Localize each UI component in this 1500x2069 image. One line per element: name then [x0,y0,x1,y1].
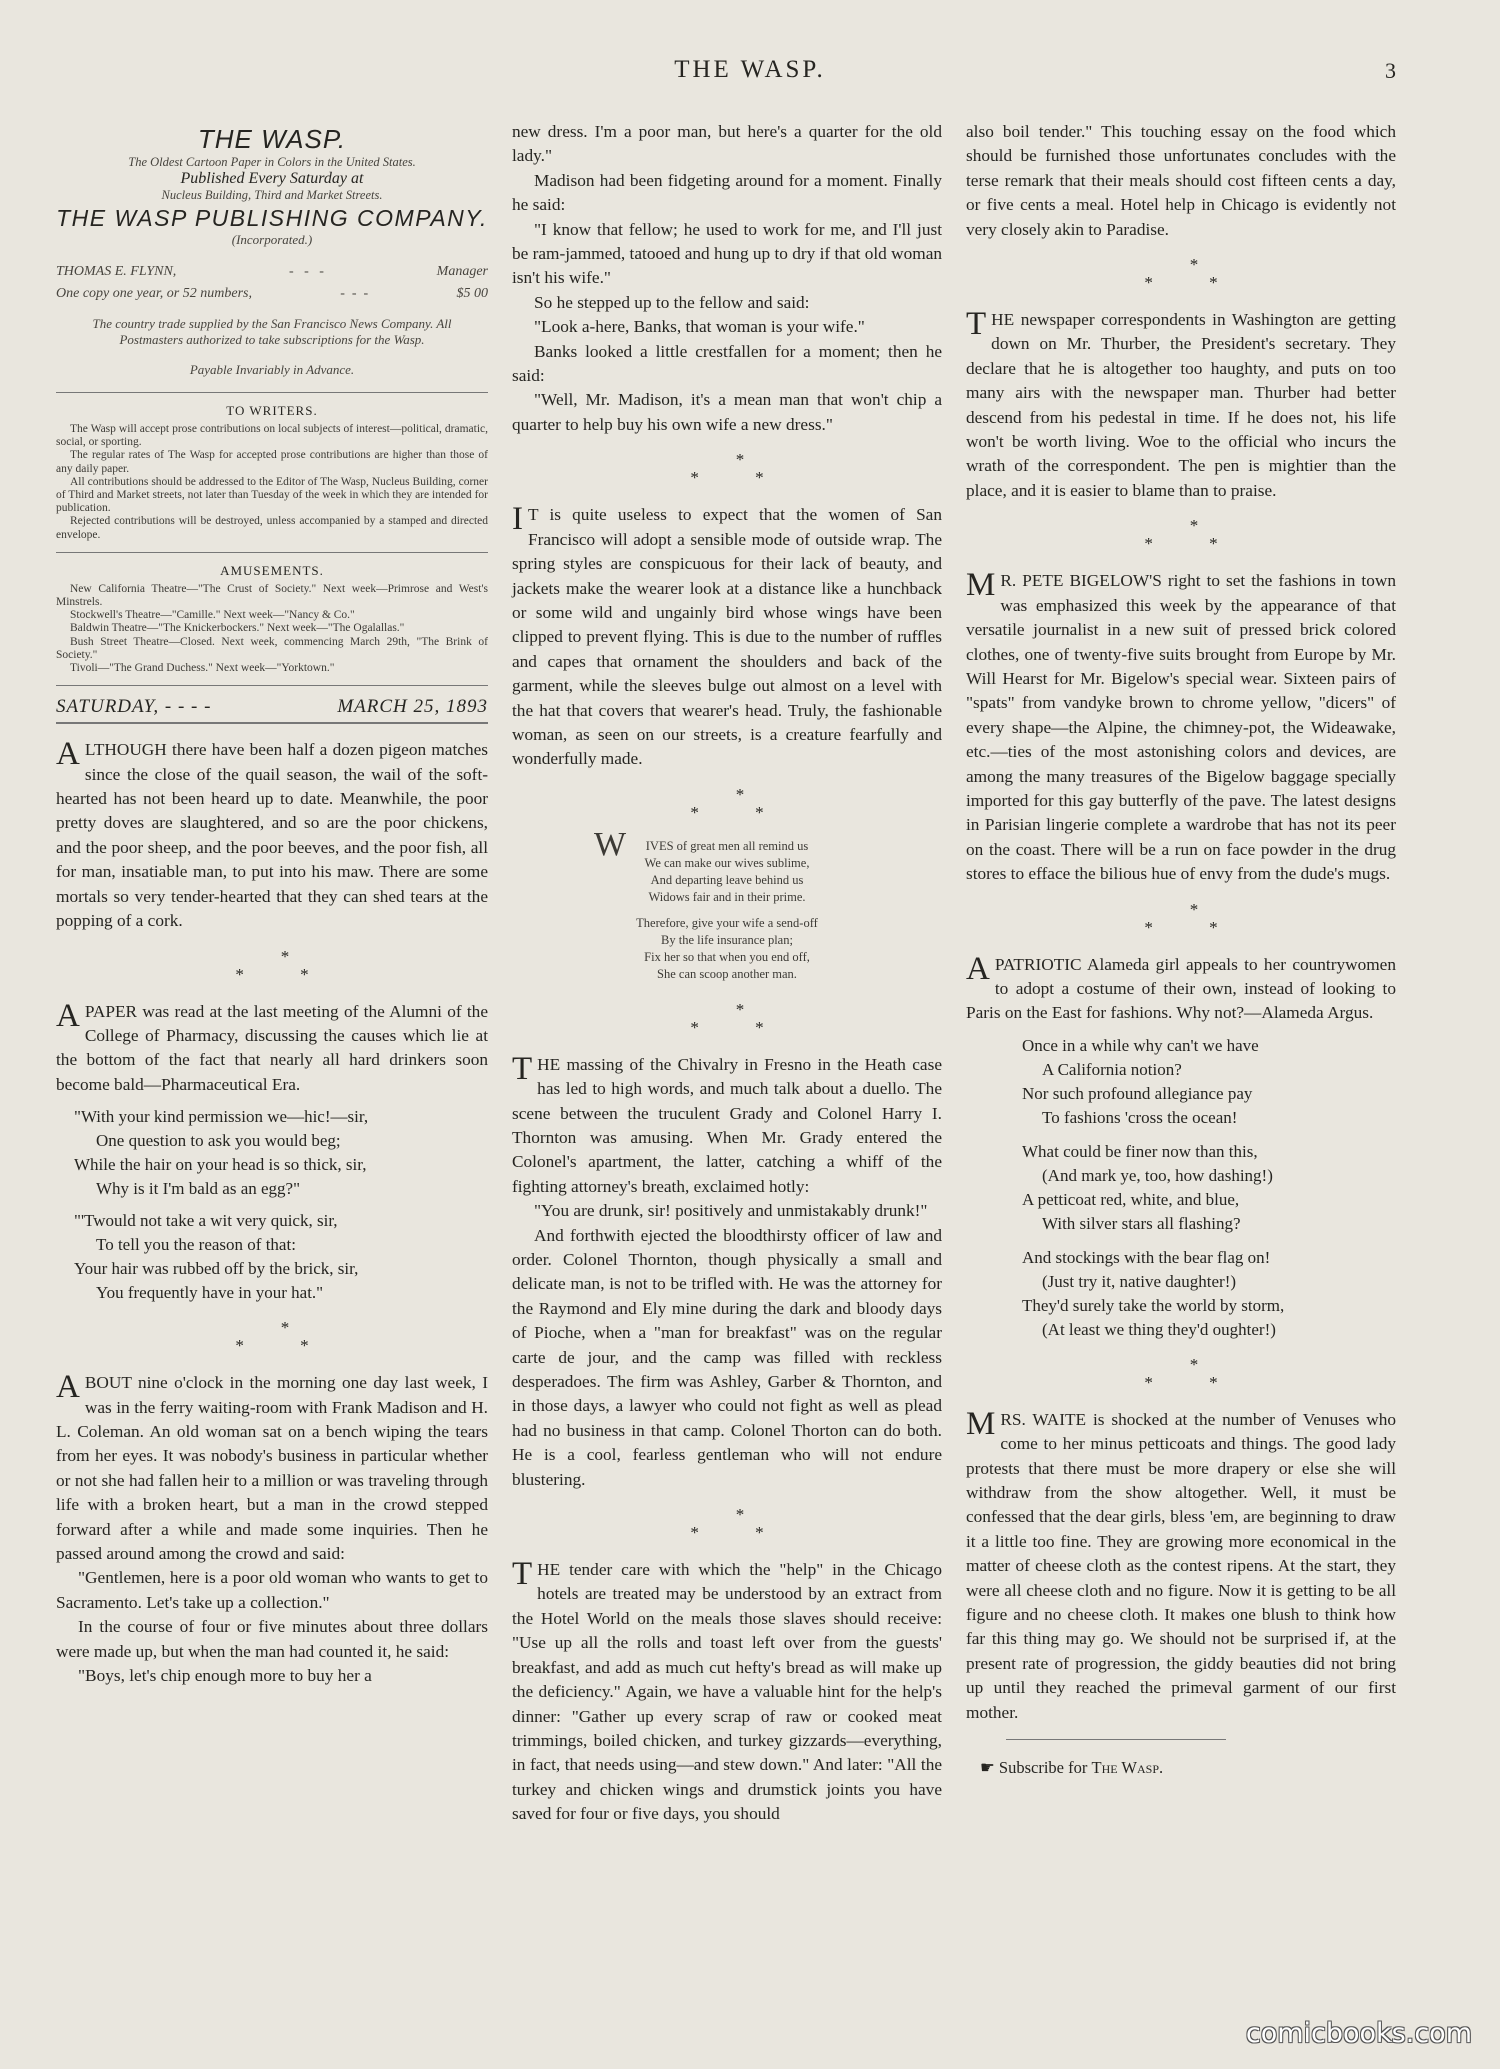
article-mrs-waite: MRS. WAITE is shocked at the number of Venuses who come to her minus petticoats and things. The good lady protests that there must be more drapery or else she will withdraw from the show altogether. Well, it must be confessed that the dear girls, bless 'em, are beginning to draw it a little too fine. They are growing more economical in the matter of cheese cloth as the contest ripens. At the start, they were all cheese cloth and no figure. Now it is getting to be all figure and no cheese cloth. It makes one blush to think how far this thing may go. We should not be surprised if, at the present rate of progression, the giddy beauties did not bring up until they reached the primeval garment of our first mother. [966,1405,1396,1722]
paragraph: "I know that fellow; he used to work for me, and I'll just be ram-jammed, tatooed and hung up to dry if that old woman isn't his wife." [512,219,943,288]
divider [56,722,488,724]
trade-note: The country trade supplied by the San Francisco News Company. All Postmasters authorized to take subscriptions for the Wasp. [92,316,452,347]
price-label: One copy one year, or 52 numbers, [56,286,252,301]
verse-stanza: "'Twould not take a wit very quick, sir, To tell you the reason of that: Your hair was rubbed off by the brick, sir, You frequently have in your hat." [74,1211,359,1303]
article-chivalry-fresno: THE massing of the Chivalry in Fresno in the Heath case has led to high words, and much talk about a duello. The scene between the truculent Grady and Colonel Harry I. Thornton was amusing. When Mr. Grady entered the Colonel's apartment, the latter, catching a whiff of the fighting attorney's breath, exclaimed hotly: [512,1050,942,1196]
section-separator: * * * [235,946,335,984]
section-separator: * * * [690,784,790,822]
to-writers-paragraph: The Wasp will accept prose contributions on local subjects of interest—political, dramatic, social, or sporting. [56,423,488,449]
divider [56,392,488,393]
drop-cap: T [512,1050,533,1087]
amusement-item: Baldwin Theatre—"The Knickerbockers." Next week—"The Ogalallas." [70,622,405,635]
to-writers-paragraph: All contributions should be addressed to the Editor of The Wasp, Nucleus Building, corner of Third and Market streets, not later than Tuesday of the week in which they are intended for publication. [56,475,488,515]
article-ferry-waiting-room: ABOUT nine o'clock in the morning one day last week, I was in the ferry waiting-room with Frank Madison and H. L. Coleman. An old woman sat on a bench wiping the tears from her eyes. It was nobody's business in particular whether or not she had fallen heir to a million or was traveling through life with a broken heart, but a man in the crowd stepped forward after a while and made some inquiries. Then he passed around among the crowd and said: [56,1369,488,1563]
section-separator: * * * [1144,516,1244,554]
column-1 [56,120,488,1688]
section-separator: * * * [690,999,790,1037]
drop-cap: T [512,1556,533,1593]
manager-name: THOMAS E. FLYNN, [56,264,177,279]
paragraph: "Look a-here, Banks, that woman is your wife." [534,317,865,337]
masthead-tagline: The Oldest Cartoon Paper in Colors in the United States. [128,155,416,169]
paragraph: Madison had been fidgeting around for a moment. Finally he said: [512,170,942,215]
verse-stanza: What could be finer now than this, (And mark ye, too, how dashing!) A petticoat red, white, and blue, With silver stars all flashing? [1022,1141,1273,1233]
article-spring-styles: I T is quite useless to expect that the women of San Francisco will adopt a sensible mode of outside wrap. The spring styles are conspicuous for their lack of beauty, and jackets make the wearer look at a distance like a hunchback or some wild and ungainly bird whose wings have been clipped to prevent flying. This is due to the number of ruffles and capes that ornament the shoulders and back of the garment, while the sleeves bulge out almost on a level with the hat that covers that wearer's head. Truly, the fashionable woman, as seen on our streets, is a creature fearfully and wonderfully made. [512,501,942,769]
divider [1006,1739,1226,1740]
paragraph: "You are drunk, sir! positively and unmistakably drunk!" [534,1201,928,1221]
verse-stanza: Once in a while why can't we have A California notion? Nor such profound allegiance pay To fashions 'cross the ocean! [1022,1035,1259,1127]
article-chicago-help: THE tender care with which the "help" in the Chicago hotels are treated may be understood by an extract from the Hotel World on the meals those slaves should receive: "Use up all the rolls and toast left over from the guests' breakfast, and add as much cut hefty's bread as will make up the deficiency." Again, we have a valuable hint for the help's dinner: "Gather up every scrap of raw or cooked meat trimmings, boiled chicken, and turkey gizzards—everything, in fact, that needs using—and stew down." And later: "All the turkey and chicken wings and drumstick joints you have saved for four or five days, you should [512,1556,942,1824]
drop-cap: A [56,1369,80,1406]
paragraph: also boil tender." This touching essay on the food which should be furnished those unfortunates concludes with the terse remark that their meals should cost fifteen cents a day, or five cents a meal. Hotel help in Chicago is evidently not very closely akin to Paradise. [966,122,1396,239]
paragraph: "Boys, let's chip enough more to buy her a [78,1666,372,1685]
masthead-address: Nucleus Building, Third and Market Streets. [161,188,383,202]
drop-cap: T [966,306,987,343]
section-separator: * * * [690,1505,790,1543]
manager-line: THOMAS E. FLYNN, - - - Manager [56,264,488,279]
amusement-item: Tivoli—"The Grand Duchess." Next week—"Yorktown." [70,662,335,675]
dateline [56,696,488,718]
column-3 [966,120,1396,1778]
paragraph: new dress. I'm a poor man, but here's a quarter for the old lady." [512,122,942,166]
to-writers-paragraph: The regular rates of The Wasp for accepted prose contributions are higher than those of any daily paper. [56,449,488,475]
section-separator: * * * [235,1318,335,1356]
pointing-hand-icon: ☛ [980,1758,995,1778]
verse-stanza: "With your kind permission we—hic!—sir, One question to ask you would beg; While the hair on your head is so thick, sir, Why is it I'm bald as an egg?" [74,1107,369,1199]
divider [56,552,488,553]
section-separator: * * * [1144,1354,1244,1392]
divider [56,685,488,686]
section-separator: * * * [1144,899,1244,937]
masthead-published: Published Every Saturday at [180,170,364,187]
paragraph: "Well, Mr. Madison, it's a mean man that won't chip a quarter to help buy his own wife a new dress." [512,390,942,434]
subscribe-note: ☛ Subscribe for The Wasp. [980,1758,1164,1778]
column-2 [512,120,942,1827]
paragraph: And forthwith ejected the bloodthirsty officer of law and order. Colonel Thornton, though physically a small and delicate man, is not to be trifled with. He was the attorney for the Raymond and Ely mine during the dark and bloody days of Pioche, when a "man for breakfast" was on the regular carte de jour, and the camp was filled with reckless desperadoes. The firm was Ashley, Garber & Thornton, and in those days, a lawyer who could not fight as well as plead had no business in that camp. Colonel Thorton can do both. He is a cool, fearless gentleman who will not endure blustering. [512,1225,942,1489]
to-writers-notice [56,423,488,542]
article-alameda-girl: A PATRIOTIC Alameda girl appeals to her countrywomen to adopt a costume of their own, instead of looking to Paris on the East for fashions. Why not?—Alameda Argus. [966,950,1396,1023]
price-value: $5 00 [456,286,488,301]
amusements-heading: AMUSEMENTS. [220,562,324,578]
amusement-item: Stockwell's Theatre—"Camille." Next week—"Nancy & Co." [70,609,355,622]
to-writers-heading: TO WRITERS. [226,403,318,418]
to-writers-paragraph: Rejected contributions will be destroyed, unless accompanied by a stamped and directed envelope. [56,515,488,541]
drop-cap: A [56,736,80,773]
paragraph: In the course of four or five minutes about three dollars were made up, but when the man had counted it, he said: [56,1617,488,1661]
amusements-list [56,583,488,675]
dateline-day: SATURDAY, - - - - [56,696,212,718]
drop-cap: A [966,950,990,987]
paragraph: "Gentlemen, here is a poor old woman who wants to get to Sacramento. Let's take up a collection." [56,1568,488,1612]
amusement-item: New California Theatre—"The Crust of Society." Next week—Primrose and West's Minstrels. [56,582,488,609]
dateline-date: MARCH 25, 1893 [337,696,488,718]
poem-california-notion [1022,1034,1396,1342]
masthead [56,124,488,248]
drop-cap: M [966,1405,996,1442]
poem-wives-of-great-men: W IVES of great men all remind us We can make our wives sublime, And departing leave behind us Widows fair and in their prime. Therefore, give your wife a send-off By the life insurance plan; Fix her so that when you end off, She can scoop another man. [594,825,818,981]
amusement-item: Bush Street Theatre—Closed. Next week, commencing March 29th, "The Brink of Society." [56,635,488,661]
masthead-incorporated: (Incorporated.) [231,232,313,247]
drop-cap: W [594,825,627,863]
drop-cap: I [512,501,523,538]
drop-cap: M [966,567,996,604]
verse-stanza: And stockings with the bear flag on! (Just try it, native daughter!) They'd surely take the world by storm, (At least we thing they'd oughter!) [1022,1247,1285,1339]
paragraph: Banks looked a little crestfallen for a moment; then he said: [512,341,942,386]
watermark: comicbooks.com [1245,2018,1472,2049]
section-separator: * * * [1144,255,1244,293]
article-bigelow: M R. PETE BIGELOW'S right to set the fashions in town was emphasized this week by the appearance of that versatile journalist in a new suit of pressed brick colored clothes, one of twenty-five suits brought from Europe by Mr. Will Hearst for Mr. Bigelow's special wear. Sixteen pairs of "spats" from vandyke brown to chrome yellow, "dicers" of every shape—the Alpine, the chimney-pot, the Wideawake, etc.—ties of the most astonishing colors and devices, are among the many treasures of the Bigelow baggage specially imported for this gay butterfly of the pave. The latest designs in Parisian lingerie complete a wardrobe that has not its peer on the coast. There will be a run on face powder in the drug stores to efface the bilious hue of envy from the dude's mugs. [966,567,1396,884]
drop-cap: A [56,997,80,1034]
masthead-company: THE WASP PUBLISHING COMPANY. [56,205,488,231]
price-line: One copy one year, or 52 numbers, - - - $5 00 [56,286,488,301]
manager-role: Manager [436,264,488,279]
paragraph: So he stepped up to the fellow and said: [534,292,810,312]
section-separator: * * * [690,450,790,488]
masthead-title: THE WASP. [197,124,347,154]
article-pharmacy-paper: A PAPER was read at the last meeting of the Alumni of the College of Pharmacy, discussing the causes which lie at the bottom of the fact that nearly all hard drinkers soon become bald—Pharmaceutical Era. [56,997,488,1094]
page-number: 3 [1385,58,1396,83]
running-head: THE WASP. [674,56,826,83]
article-thurber: THE newspaper correspondents in Washington are getting down on Mr. Thurber, the President's secretary. They declare that he is altogether too haughty, and puts on too many airs with the newspaper man. Thurber had better descend from his pedestal in time. If he does not, his life won't be worth living. Woe to the official who incurs the wrath of the correspondent. The pen is mightier than the place, and it is easier to blame than to praise. [966,306,1396,500]
article-pigeon-matches: ALTHOUGH there have been half a dozen pigeon matches since the close of the quail season, the wail of the soft-hearted has not been heard up to date. Meanwhile, the poor pretty doves are slaughtered, and so are the poor chickens, and the poor sheep, and the poor beeves, and the poor fish, all for man, insatiable man, to put into his maw. There are some mortals so very tender-hearted that they can shed tears at the popping of a cork. [56,736,488,931]
advance-note: Payable Invariably in Advance. [189,362,355,377]
